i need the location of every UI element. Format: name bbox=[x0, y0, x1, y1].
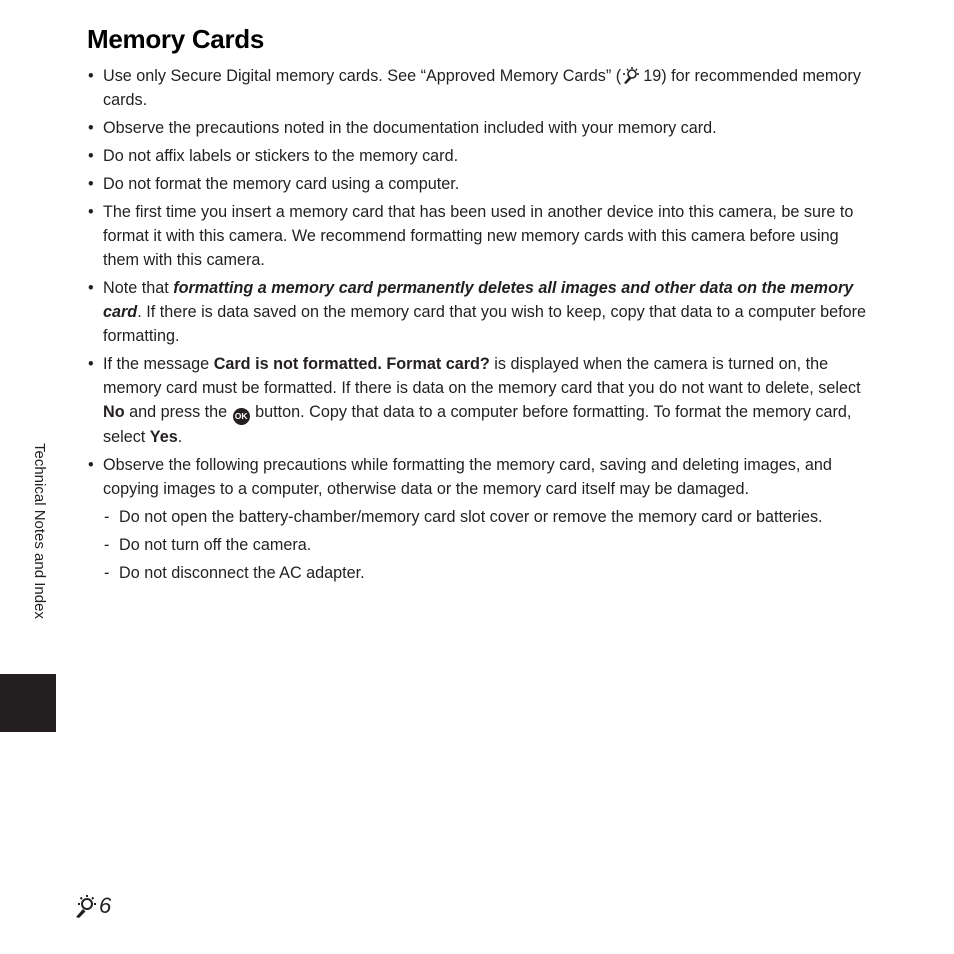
technical-notes-wrench-icon bbox=[73, 894, 99, 918]
list-item bbox=[87, 352, 872, 449]
page-title: Memory Cards bbox=[87, 24, 265, 54]
reference-page: 19 bbox=[643, 67, 662, 85]
bullet-1-text-a: Use only Secure Digital memory cards. See “Approved Memory Cards” ( bbox=[103, 67, 622, 85]
formatting-precautions-sublist bbox=[103, 505, 872, 585]
sub-list-item bbox=[103, 533, 872, 557]
ok-button-icon: OK bbox=[233, 408, 250, 425]
list-item bbox=[87, 276, 872, 348]
sub-list-item bbox=[103, 561, 872, 585]
bullet-6-text-a: Note that bbox=[103, 279, 174, 297]
bullet-7-text-b: is displayed when the camera is turned on, the memory card must be formatted. If there is data on the memory card that you do not want to delete, select bbox=[103, 355, 861, 397]
memory-card-precautions-list bbox=[87, 64, 872, 589]
bullet-5-text: The first time you insert a memory card that has been used in another device into this camera, be sure to format it with this camera. We recommend formatting new memory cards with this camera before using them with this camera. bbox=[103, 203, 854, 269]
sub-list-item bbox=[103, 505, 872, 529]
bullet-7-text-e: . bbox=[177, 428, 183, 446]
page-number-value: 6 bbox=[99, 893, 112, 918]
list-item bbox=[87, 144, 872, 168]
section-side-label: Technical Notes and Index bbox=[31, 443, 48, 619]
bullet-8-text: Observe the following precautions while formatting the memory card, saving and deleting images, and copying images to a computer, otherwise data or the memory card itself may be damaged. bbox=[103, 456, 832, 498]
bullet-2-text: Observe the precautions noted in the documentation included with your memory card. bbox=[103, 119, 717, 137]
camera-message: Card is not formatted. Format card? bbox=[213, 355, 490, 373]
bullet-6-text-b: . If there is data saved on the memory card that you wish to keep, copy that data to a computer before formatting. bbox=[103, 303, 867, 345]
list-item bbox=[87, 453, 872, 585]
page-number bbox=[73, 893, 111, 919]
option-yes: Yes bbox=[149, 428, 178, 446]
sub-item-3-text: Do not disconnect the AC adapter. bbox=[119, 564, 365, 582]
format-warning-emphasis: formatting a memory card permanently deletes all images and other data on the memory card bbox=[103, 279, 854, 321]
bullet-7-text-a: If the message bbox=[103, 355, 214, 373]
list-item bbox=[87, 200, 872, 272]
section-tab bbox=[0, 674, 56, 732]
list-item bbox=[87, 64, 872, 112]
sub-item-1-text: Do not open the battery-chamber/memory card slot cover or remove the memory card or batteries. bbox=[119, 508, 823, 526]
bullet-4-text: Do not format the memory card using a computer. bbox=[103, 175, 460, 193]
bullet-3-text: Do not affix labels or stickers to the memory card. bbox=[103, 147, 459, 165]
technical-notes-wrench-icon bbox=[621, 66, 643, 84]
bullet-7-text-c: and press the bbox=[124, 403, 232, 421]
bullet-7-text-d: button. Copy that data to a computer before formatting. To format the memory card, select bbox=[103, 403, 852, 446]
list-item bbox=[87, 172, 872, 196]
bullet-1-text-b: ) for recommended memory cards. bbox=[103, 67, 861, 109]
sub-item-2-text: Do not turn off the camera. bbox=[119, 536, 312, 554]
option-no: No bbox=[103, 403, 125, 421]
list-item bbox=[87, 116, 872, 140]
